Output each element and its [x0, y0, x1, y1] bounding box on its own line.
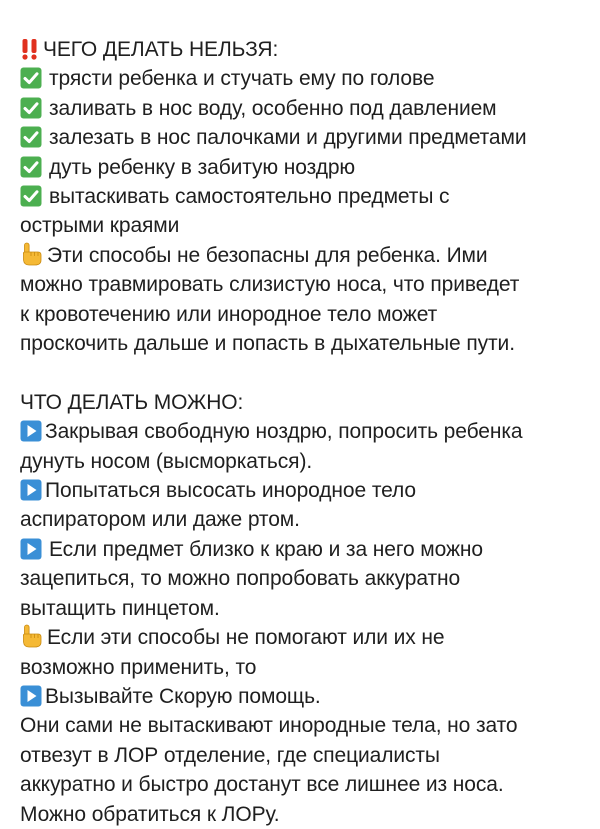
dont-item	[20, 123, 590, 152]
check-mark-button-icon	[20, 97, 42, 119]
dont-item-text: залезать в нос палочками и другими предметами	[49, 126, 527, 150]
do-step	[20, 535, 590, 564]
do-step-text: Закрывая свободную ноздрю, попросить ребенка	[45, 420, 523, 444]
backhand-index-pointing-up-icon	[20, 242, 44, 266]
dont-heading	[20, 35, 590, 64]
dont-item-text: трясти ребенка и стучать ему по голове	[49, 67, 435, 91]
do-step-text: Если предмет близко к краю и за него можно	[49, 537, 483, 561]
do-heading: ЧТО ДЕЛАТЬ МОЖНО:	[20, 390, 244, 414]
closing-text: Можно обратиться к ЛОРу.	[20, 802, 280, 826]
do-step-text: Попытаться высосать инородное тело	[45, 479, 416, 503]
play-button-icon	[20, 538, 42, 560]
dont-item-text: заливать в нос воду, особенно под давлением	[49, 96, 497, 120]
do-step-continuation: дунуть носом (высморкаться).	[20, 449, 313, 473]
do-step	[20, 682, 590, 711]
post-text	[20, 35, 590, 829]
dont-note-text: к кровотечению или инородное тело может	[20, 302, 438, 326]
closing-text: отвезут в ЛОР отделение, где специалисты	[20, 743, 440, 767]
play-button-icon	[20, 479, 42, 501]
dont-item	[20, 153, 590, 182]
do-step-text: Вызывайте Скорую помощь.	[45, 684, 321, 708]
do-step-continuation: аспиратором или даже ртом.	[20, 508, 300, 532]
play-button-icon	[20, 685, 42, 707]
dont-item	[20, 64, 590, 93]
check-mark-button-icon	[20, 185, 42, 207]
double-exclamation-icon	[20, 38, 40, 60]
do-step-continuation: зацепиться, то можно попробовать аккуратно	[20, 567, 461, 591]
do-step-continuation: вытащить пинцетом.	[20, 596, 220, 620]
closing-text: аккуратно и быстро достанут все лишнее из носа.	[20, 773, 504, 797]
dont-note	[20, 241, 590, 270]
backhand-index-pointing-up-icon	[20, 624, 44, 648]
check-mark-button-icon	[20, 67, 42, 89]
paragraph-gap	[20, 358, 590, 387]
check-mark-button-icon	[20, 156, 42, 178]
dont-note-text: проскочить дальше и попасть в дыхательные пути.	[20, 332, 515, 356]
do-note	[20, 623, 590, 652]
dont-heading-text: ЧЕГО ДЕЛАТЬ НЕЛЬЗЯ:	[43, 38, 279, 61]
do-step	[20, 417, 590, 446]
dont-item-text: дуть ребенку в забитую ноздрю	[49, 155, 356, 179]
dont-item	[20, 182, 590, 211]
dont-item-text: вытаскивать самостоятельно предметы с	[49, 185, 450, 209]
play-button-icon	[20, 420, 42, 442]
closing-text: Они сами не вытаскивают инородные тела, но зато	[20, 714, 518, 738]
do-note-text: возможно применить, то	[20, 655, 257, 679]
dont-note-text: Эти способы не безопасны для ребенка. Ими	[47, 243, 488, 267]
dont-item	[20, 94, 590, 123]
do-note-text: Если эти способы не помогают или их не	[47, 626, 445, 650]
do-step	[20, 476, 590, 505]
check-mark-button-icon	[20, 126, 42, 148]
dont-item-continuation: острыми краями	[20, 214, 180, 238]
dont-note-text: можно травмировать слизистую носа, что приведет	[20, 273, 520, 297]
